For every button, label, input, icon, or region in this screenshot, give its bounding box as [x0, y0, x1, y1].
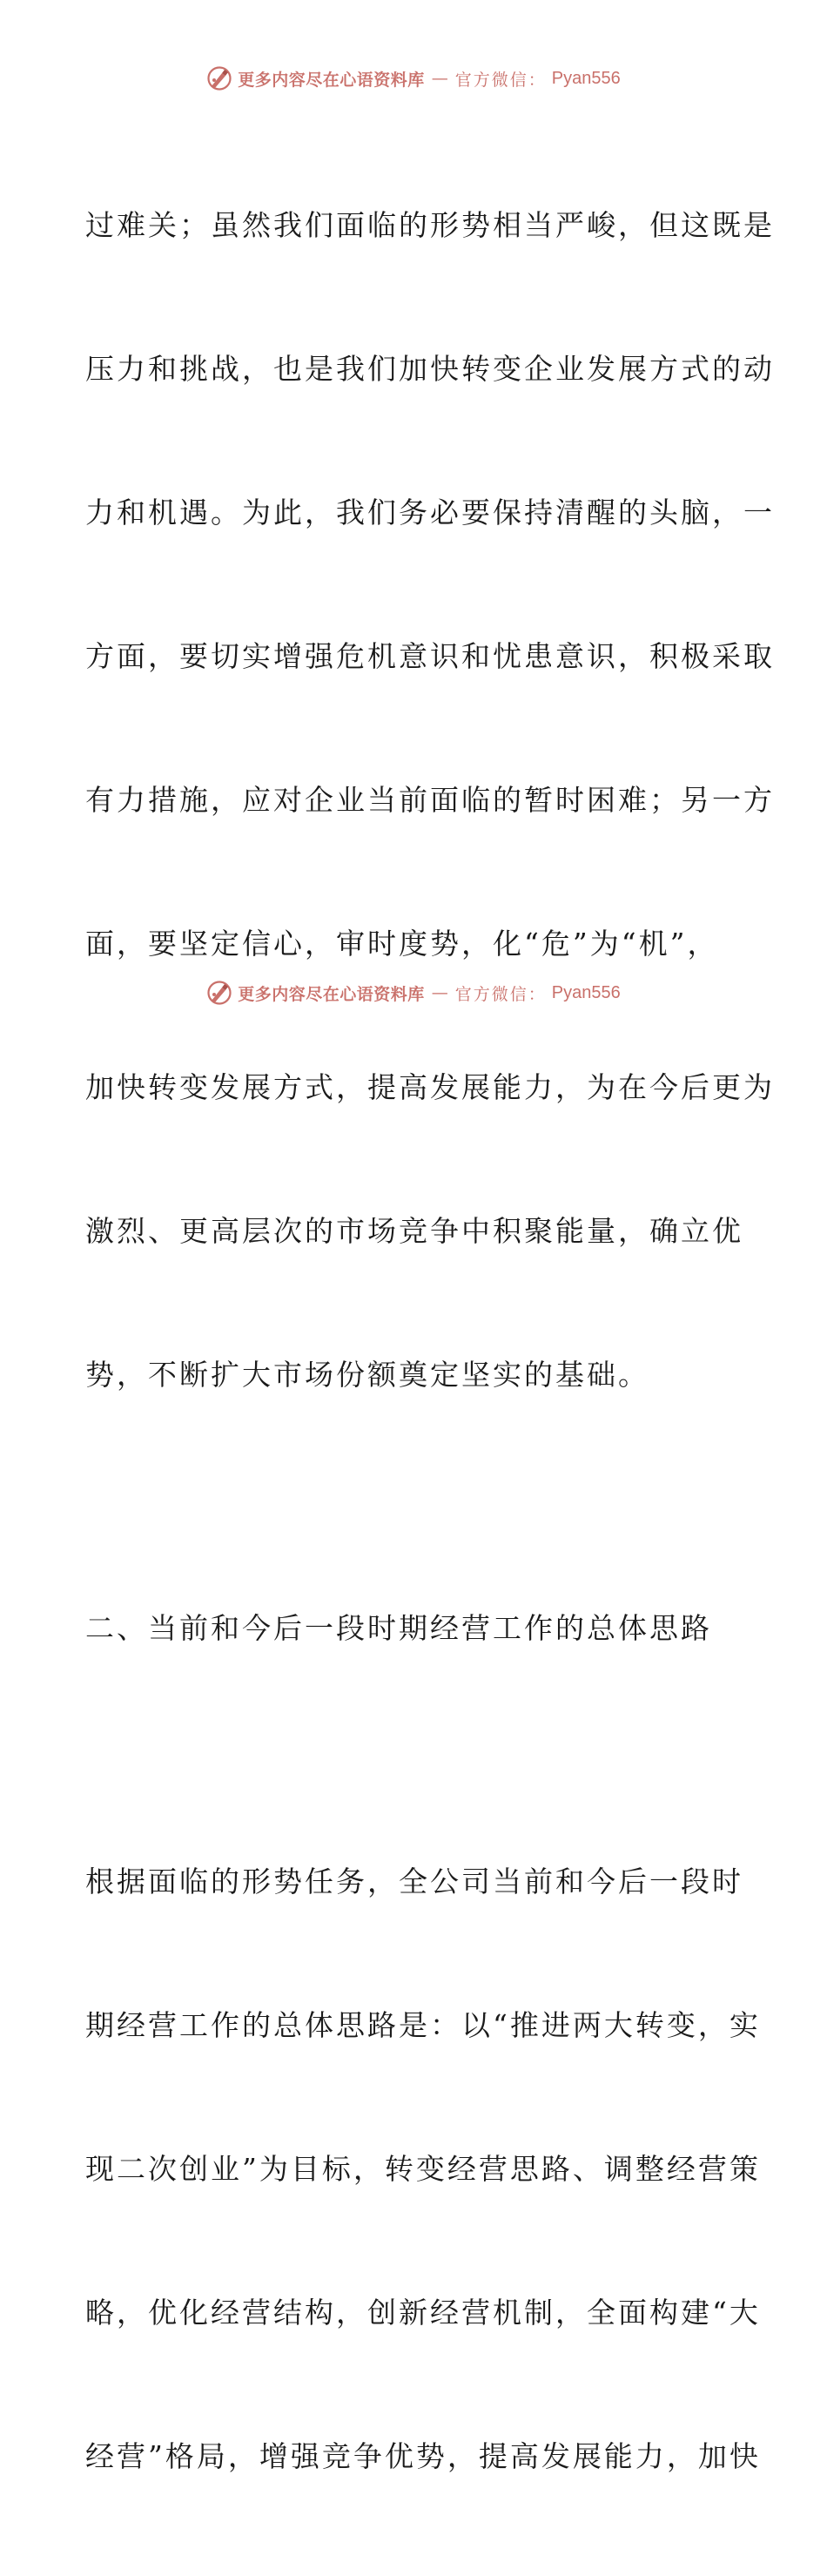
- text-line: 面，要坚定信心，审时度势，化“危”为“机”，: [85, 927, 719, 961]
- header-banner: [0, 61, 827, 96]
- text-line: 略，优化经营结构，创新经营机制，全面构建“大: [85, 2296, 761, 2330]
- text-line: 经营”格局，增强竞争优势，提高发展能力，加快: [85, 2439, 761, 2473]
- text-line: 势，不断扩大市场份额奠定坚实的基础。: [85, 1358, 649, 1392]
- text-line: 过难关；虽然我们面临的形势相当严峻，但这既是: [85, 208, 775, 242]
- footer-brand-text: 更多内容尽在心语资料库: [238, 984, 425, 1004]
- pen-logo-icon: [206, 980, 232, 1006]
- paragraph-1: [85, 105, 775, 1494]
- header-separator: —: [431, 69, 448, 88]
- text-line: 加快转变发展方式，提高发展能力，为在今后更为: [85, 1070, 775, 1104]
- text-line: 现二次创业”为目标，转变经营思路、调整经营策: [85, 2152, 761, 2186]
- footer-separator: —: [431, 983, 448, 1002]
- document-body: [85, 105, 775, 2576]
- paragraph-2: [85, 1762, 761, 2576]
- footer-banner: [0, 975, 827, 1010]
- heading-text: 二、当前和今后一段时期经营工作的总体思路: [85, 1611, 712, 1645]
- header-wechat-id: Pyan556: [551, 68, 621, 88]
- text-line: 压力和挑战，也是我们加快转变企业发展方式的动: [85, 352, 775, 386]
- header-brand-text: 更多内容尽在心语资料库: [238, 70, 425, 90]
- text-line: 期经营工作的总体思路是：以“推进两大转变，实: [85, 2008, 761, 2042]
- footer-wechat-id: Pyan556: [551, 982, 621, 1002]
- footer-wechat-label: 官方微信：: [454, 984, 547, 1004]
- section-heading: [85, 1508, 747, 1748]
- pen-logo-icon: [206, 65, 232, 91]
- text-line: 有力措施，应对企业当前面临的暂时困难；另一方: [85, 783, 775, 817]
- text-line: 力和机遇。为此，我们务必要保持清醒的头脑，一: [85, 496, 775, 529]
- text-line: 激烈、更高层次的市场竞争中积聚能量，确立优: [85, 1214, 743, 1248]
- header-wechat-label: 官方微信：: [454, 70, 547, 90]
- text-line: 方面，要切实增强危机意识和忧患意识，积极采取: [85, 639, 775, 673]
- text-line: 根据面临的形势任务，全公司当前和今后一段时: [85, 1865, 743, 1898]
